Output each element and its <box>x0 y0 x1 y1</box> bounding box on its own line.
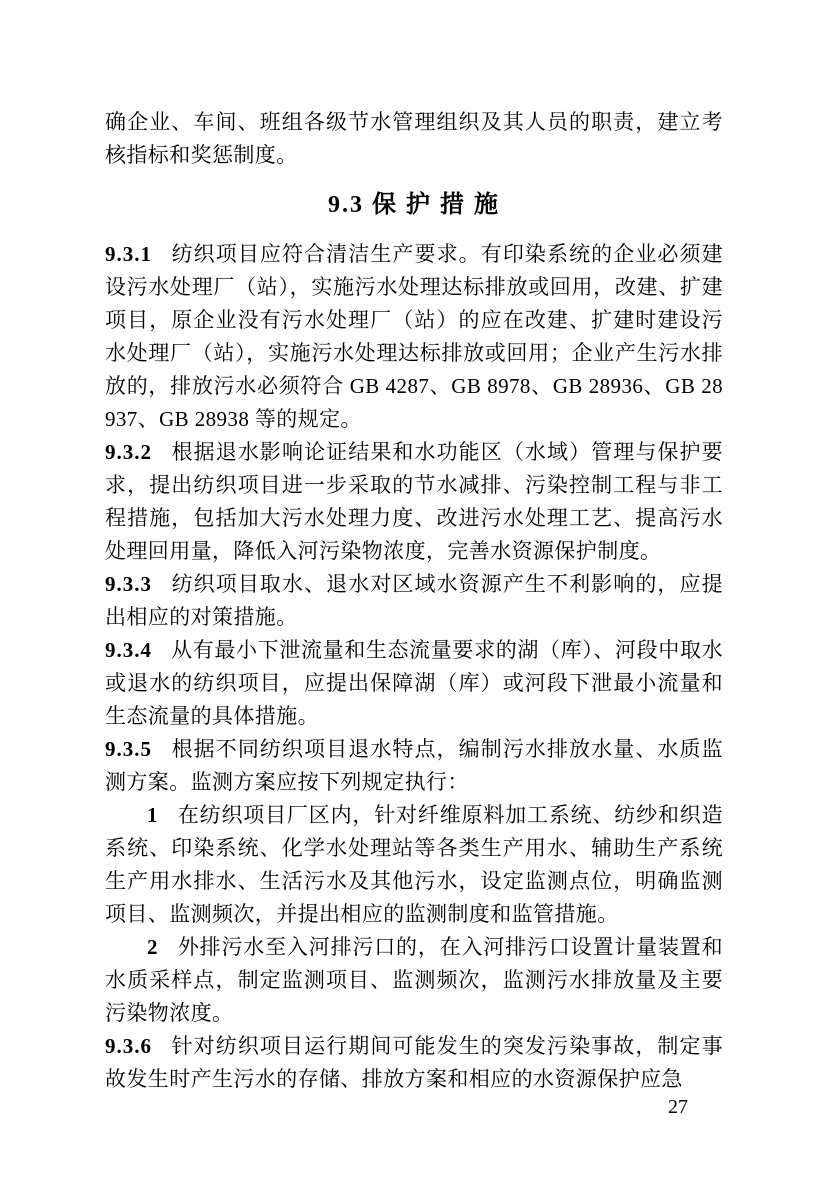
subclause-number: 1 <box>147 803 159 827</box>
clause-number: 9.3.3 <box>105 572 152 596</box>
subclause-text: 外排污水至入河排污口的，在入河排污口设置计量装置和水质采样点，制定监测项目、监测频次，监测污水排放量及主要污染物浓度。 <box>105 935 723 1025</box>
clause-9-3-5 <box>105 733 723 799</box>
clause-9-3-6 <box>105 1030 723 1096</box>
subclause-number: 2 <box>147 935 159 959</box>
section-heading: 9.3 保 护 措 施 <box>328 192 500 218</box>
clause-text: 纺织项目应符合清洁生产要求。有印染系统的企业必须建设污水处理厂（站），实施污水处理达标排放或回用，改建、扩建项目，原企业没有污水处理厂（站）的应在改建、扩建时建设污水处理厂（站），实施污水处理达标排放或回用；企业产生污水排放的，排放污水必须符合 GB 4287、GB 8978、GB 28936、GB 28937、GB 28938 等的规定。 <box>105 242 723 431</box>
subclause-1 <box>105 799 723 931</box>
clause-number: 9.3.5 <box>105 737 152 761</box>
clause-text: 从有最小下泄流量和生态流量要求的湖（库）、河段中取水或退水的纺织项目，应提出保障湖（库）或河段下泄最小流量和生态流量的具体措施。 <box>105 638 723 728</box>
page-number: 27 <box>668 1096 688 1118</box>
clause-9-3-1 <box>105 238 723 436</box>
clause-text: 根据退水影响论证结果和水功能区（水域）管理与保护要求，提出纺织项目进一步采取的节水减排、污染控制工程与非工程措施，包括加大污水处理力度、改进污水处理工艺、提高污水处理回用量，降低入河污染物浓度，完善水资源保护制度。 <box>105 440 723 563</box>
paragraph-continuation-text: 确企业、车间、班组各级节水管理组织及其人员的职责，建立考核指标和奖惩制度。 <box>105 110 723 167</box>
subclause-text: 在纺织项目厂区内，针对纤维原料加工系统、纺纱和织造系统、印染系统、化学水处理站等各类生产用水、辅助生产系统生产用水排水、生活污水及其他污水，设定监测点位，明确监测项目、监测频次，并提出相应的监测制度和监管措施。 <box>105 803 723 926</box>
clause-number: 9.3.2 <box>105 440 152 464</box>
clause-9-3-2 <box>105 436 723 568</box>
clause-text: 纺织项目取水、退水对区域水资源产生不利影响的，应提出相应的对策措施。 <box>105 572 723 629</box>
subclause-2 <box>105 931 723 1030</box>
paragraph-continuation <box>105 106 723 172</box>
clause-number: 9.3.1 <box>105 242 152 266</box>
clause-number: 9.3.4 <box>105 638 152 662</box>
clause-text: 针对纺织项目运行期间可能发生的突发污染事故，制定事故发生时产生污水的存储、排放方案和相应的水资源保护应急 <box>105 1034 723 1091</box>
clause-9-3-3 <box>105 568 723 634</box>
clause-9-3-4 <box>105 634 723 733</box>
clause-number: 9.3.6 <box>105 1034 152 1058</box>
clause-text: 根据不同纺织项目退水特点，编制污水排放水量、水质监测方案。监测方案应按下列规定执行： <box>105 737 723 794</box>
